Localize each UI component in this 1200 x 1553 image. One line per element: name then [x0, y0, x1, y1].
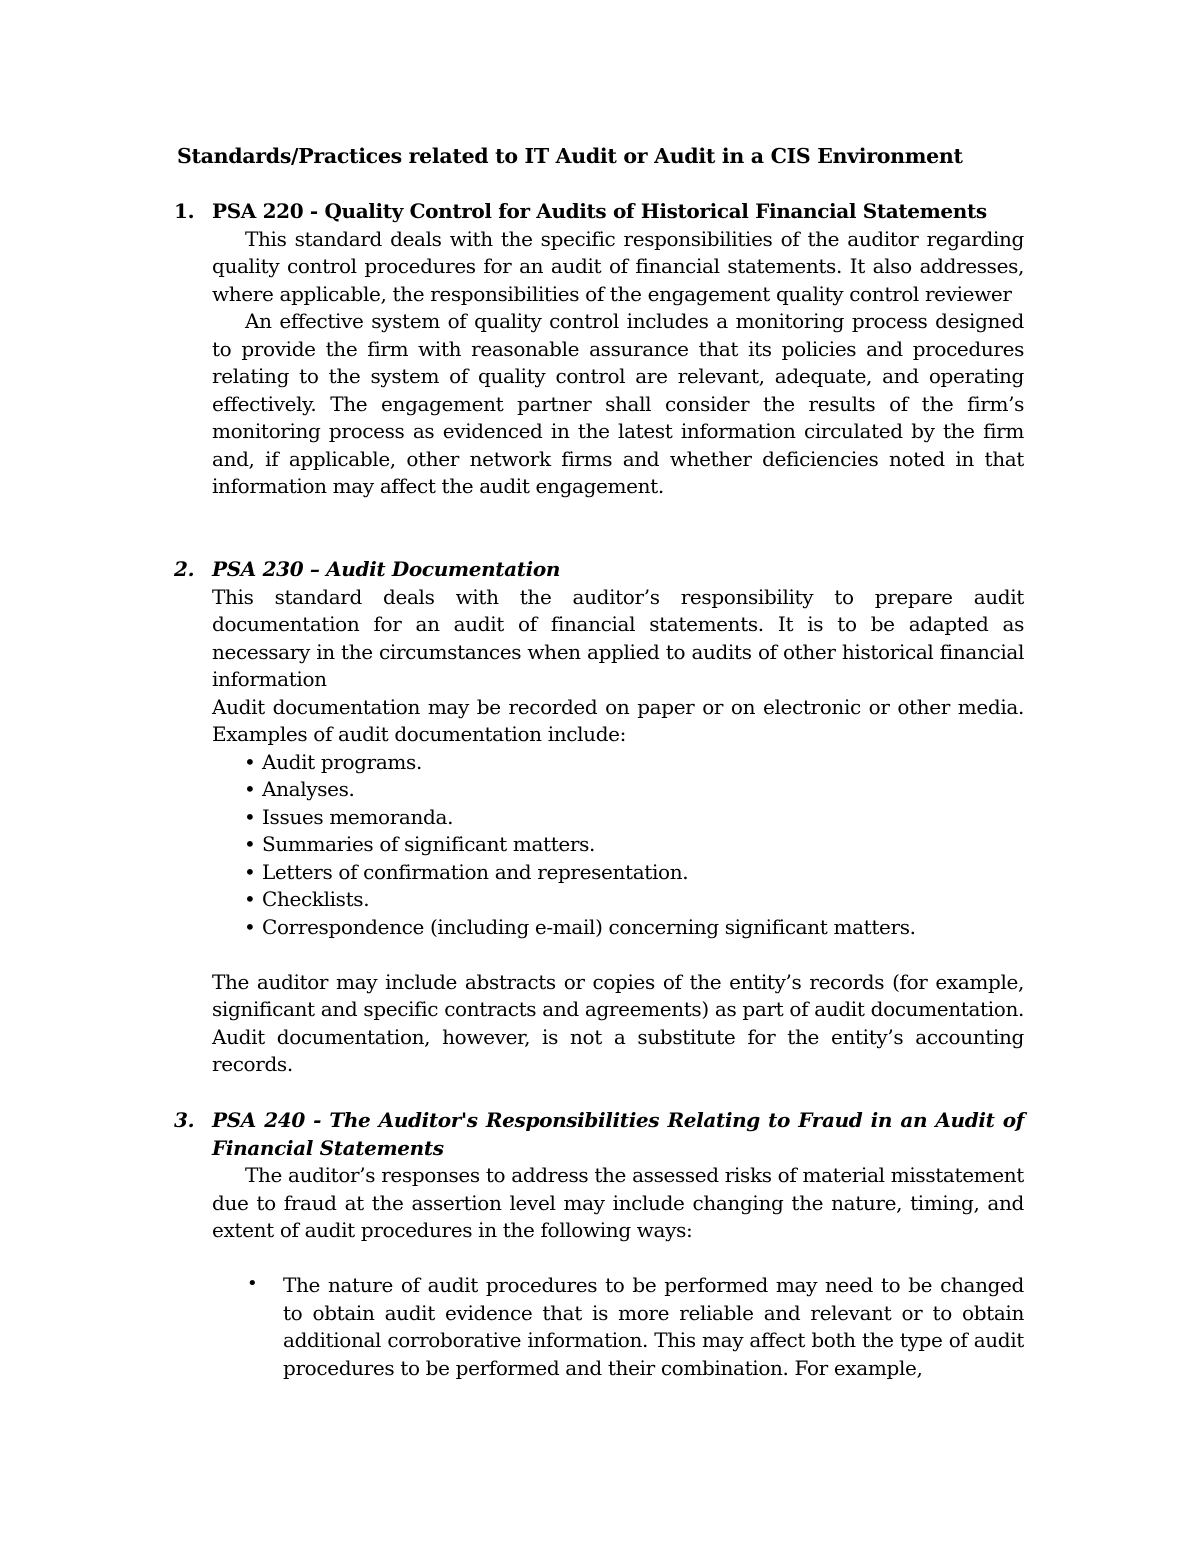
section-heading: PSA 240 - The Auditor's Responsibilities Relating to Fraud in an Audit of Financial Statements	[212, 1108, 1024, 1160]
bullet-icon: •	[244, 777, 256, 801]
bullet-icon: •	[244, 914, 256, 939]
section-psa-240	[174, 1107, 1024, 1382]
documentation-examples-list	[212, 749, 1024, 942]
section-number: 2.	[174, 557, 195, 581]
section-psa-220	[174, 198, 1024, 501]
bullet-icon: •	[247, 1273, 258, 1294]
list-item: • Summaries of significant matters.	[244, 831, 1024, 859]
section-paragraph: An effective system of quality control includes a monitoring process designed to provide the firm with reasonable assurance that its policies and procedures relating to the system of quality control are relevant, adequate, and operating effectively. The engagement partner shall consider the results of the firm’s monitoring process as evidenced in the latest information circulated by the firm and, if applicable, other network firms and whether deficiencies noted in that information may affect the audit engagement.	[212, 309, 1024, 498]
bullet-icon: •	[244, 804, 256, 829]
section-number: 1.	[174, 199, 195, 223]
bullet-icon: •	[244, 887, 256, 911]
document-title: Standards/Practices related to IT Audit or Audit in a CIS Environment	[177, 144, 963, 168]
section-number: 3.	[174, 1108, 195, 1132]
list-item: • Correspondence (including e-mail) concerning significant matters.	[244, 914, 1024, 942]
section-paragraph: This standard deals with the specific responsibilities of the auditor regarding quality control procedures for an audit of financial statements. It also addresses, where applicable, the responsibilities of the engagement quality control reviewer	[212, 226, 1024, 306]
list-item: • The nature of audit procedures to be performed may need to be changed to obtain audit evidence that is more reliable and relevant or to obtain additional corroborative information. This may affect both the type of audit procedures to be performed and their combination. For example,	[283, 1272, 1024, 1382]
bullet-icon: •	[244, 859, 256, 884]
section-paragraph: Audit documentation may be recorded on paper or on electronic or other media. Examples of audit documentation include:	[212, 694, 1024, 746]
bullet-icon: •	[244, 832, 256, 856]
section-paragraph: This standard deals with the auditor’s responsibility to prepare audit documentation for an audit of financial statements. It is to be adapted as necessary in the circumstances when applied to audits of other historical financial information	[212, 584, 1024, 691]
list-item: • Issues memoranda.	[244, 804, 1024, 832]
section-paragraph: The auditor’s responses to address the assessed risks of material misstatement due to fraud at the assertion level may include changing the nature, timing, and extent of audit procedures in the following ways:	[212, 1163, 1024, 1242]
section-heading: PSA 220 - Quality Control for Audits of Historical Financial Statements	[212, 199, 987, 223]
section-closing-paragraph: The auditor may include abstracts or copies of the entity’s records (for example, significant and specific contracts and agreements) as part of audit documentation. Audit documentation, however, is not a substitute for the entity’s accounting records.	[212, 969, 1024, 1076]
procedure-changes-list	[212, 1272, 1024, 1382]
list-item: • Letters of confirmation and representation.	[244, 859, 1024, 887]
list-item: • Audit programs.	[244, 749, 1024, 777]
section-heading: PSA 230 – Audit Documentation	[212, 557, 561, 581]
section-psa-230	[174, 556, 1024, 1079]
list-item: • Analyses.	[244, 776, 1024, 804]
list-item: • Checklists.	[244, 886, 1024, 914]
bullet-icon: •	[244, 749, 256, 774]
